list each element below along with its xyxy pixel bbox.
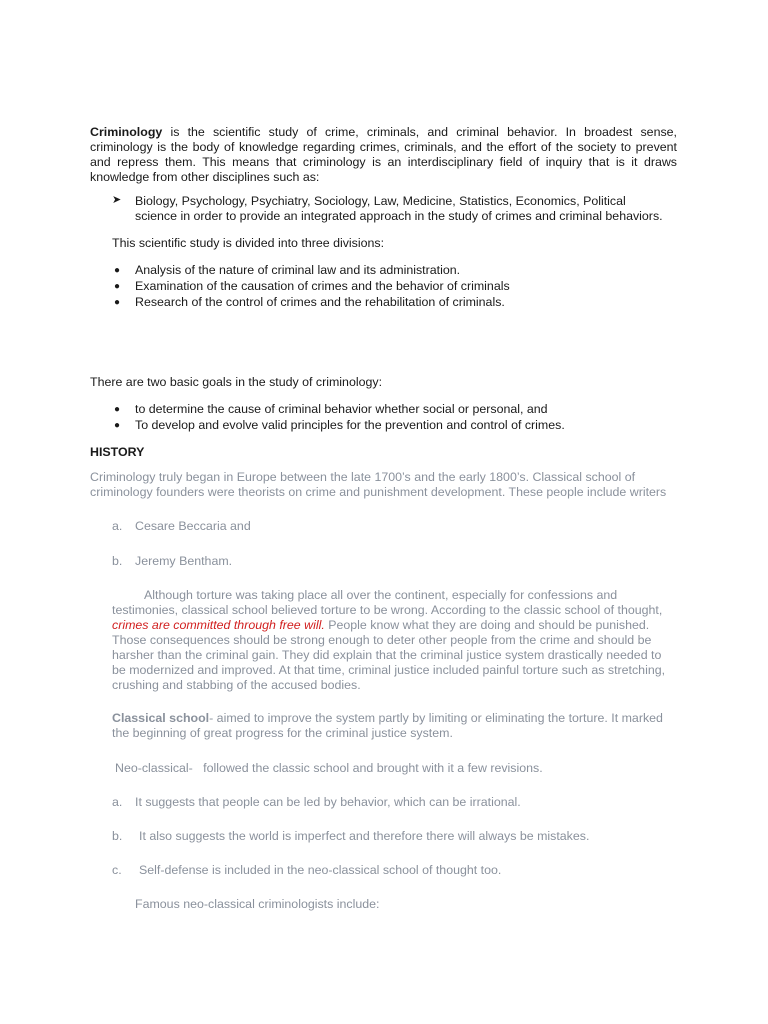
bullet-icon: ● [114,265,121,276]
founder-item-2: Jeremy Bentham. [135,554,233,568]
goal-item-2: To develop and evolve valid principles for the prevention and control of crimes. [135,418,565,432]
disciplines-line-2: science in order to provide an integrated approach in the study of crimes and criminal behaviors. [135,209,663,223]
intro-line-4: knowledge from other disciplines such as: [90,170,320,184]
intro-line-2: criminology is the body of knowledge regarding crimes, criminals, and the effort of the society to prevent [90,140,677,154]
neo-classical-intro: Neo-classical- followed the classic school and brought with it a few revisions. [115,761,543,775]
goal-item-1: to determine the cause of criminal behavior whether social or personal, and [135,402,548,416]
founder-marker-a: a. [112,519,123,533]
classical-line-1 [112,711,663,726]
neo-item-1: It suggests that people can be led by behavior, which can be irrational. [135,795,521,809]
famous-neo-classical: Famous neo-classical criminologists include: [135,897,380,911]
torture-line-1: Although torture was taking place all over the continent, especially for confessions and [144,588,618,602]
torture-line-4: Those consequences should be strong enough to deter other people from the crime and should be [112,633,652,647]
divisions-intro: This scientific study is divided into three divisions: [112,236,385,250]
intro-line-1-text: is the scientific study of crime, criminals, and criminal behavior. In broadest sense, [162,125,677,139]
division-item-3: Research of the control of crimes and the rehabilitation of criminals. [135,295,505,309]
division-item-1: Analysis of the nature of criminal law and its administration. [135,263,461,277]
neo-item-3: Self-defense is included in the neo-classical school of thought too. [139,863,502,877]
arrow-bullet-icon: ➤ [112,194,122,206]
history-heading: HISTORY [90,445,145,459]
neo-marker-b: b. [112,829,123,843]
disciplines-line-1: Biology, Psychology, Psychiatry, Sociology, Law, Medicine, Statistics, Economics, Political [135,194,626,208]
torture-line-3-text: People know what they are doing and should be punished. [324,618,650,632]
intro-line-3: and repress them. This means that criminology is an interdisciplinary field of inquiry that is it draws [90,155,677,169]
torture-line-6: be modernized and improved. At that time, criminal justice included painful torture such as stretching, [112,663,666,677]
neo-item-2: It also suggests the world is imperfect and therefore there will always be mistakes. [139,829,590,843]
bullet-icon: ● [114,297,121,308]
history-line-1: Criminology truly began in Europe between the late 1700’s and the early 1800’s. Classical school of [90,470,636,484]
neo-marker-c: c. [112,863,122,877]
torture-line-5: harsher than the criminal gain. They did explain that the criminal justice system drastically needed to [112,648,662,662]
goals-intro: There are two basic goals in the study of criminology: [90,375,383,389]
bullet-icon: ● [114,404,121,415]
torture-line-3 [112,618,649,633]
torture-line-2: testimonies, classical school believed torture to be wrong. According to the classic school of thought, [112,603,663,617]
neo-marker-a: a. [112,795,123,809]
classical-line-2: the beginning of great progress for the criminal justice system. [112,726,453,740]
bullet-icon: ● [114,420,121,431]
free-will-emphasis: crimes are committed through free will. [112,618,325,632]
torture-line-7: crushing and stabbing of the accused bodies. [112,678,361,692]
classical-school-term: Classical school [112,711,210,725]
criminology-term: Criminology [90,125,163,139]
history-line-2: criminology founders were theorists on crime and punishment development. These people include writers [90,485,667,499]
founder-marker-b: b. [112,554,123,568]
division-item-2: Examination of the causation of crimes and the behavior of criminals [135,279,510,293]
bullet-icon: ● [114,281,121,292]
classical-line-1-text: - aimed to improve the system partly by limiting or eliminating the torture. It marked [209,711,663,725]
founder-item-1: Cesare Beccaria and [135,519,251,533]
